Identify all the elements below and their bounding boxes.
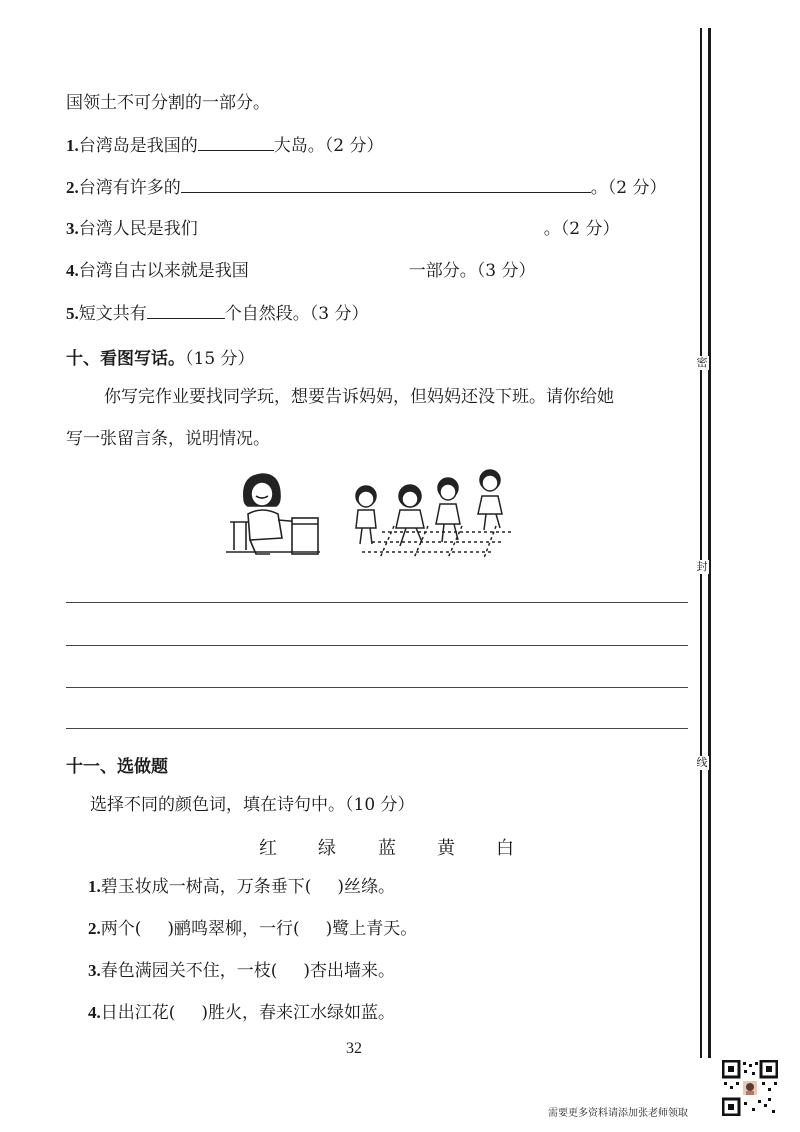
poem-text: )鹂鸣翠柳，一行( — [167, 919, 300, 939]
answer-space[interactable] — [249, 260, 409, 276]
question-number: 5. — [66, 304, 79, 323]
question-5 — [66, 302, 368, 325]
poem-text: 日出江花( — [100, 1003, 176, 1023]
poem-text: 两个( — [100, 919, 142, 939]
question-4 — [66, 260, 535, 282]
question-number: 3. — [66, 219, 79, 238]
answer-blank[interactable] — [198, 134, 274, 151]
color-word-green: 绿 — [318, 838, 336, 859]
writing-line[interactable] — [66, 687, 688, 688]
section-10-prompt-line-1: 你写完作业要找同学玩，想要告诉妈妈，但妈妈还没下班。请你给她 — [104, 387, 614, 407]
color-word-red: 红 — [259, 838, 277, 859]
poem-item-4 — [88, 1002, 395, 1024]
qr-code-icon — [722, 1060, 778, 1116]
section-score: （15 分） — [185, 349, 255, 369]
binding-line-inner — [700, 28, 702, 1058]
binding-mark-mi: 密 — [696, 356, 708, 369]
color-word-white: 白 — [496, 838, 514, 859]
section-10-prompt-line-2: 写一张留言条，说明情况。 — [66, 429, 270, 449]
poem-text: 碧玉妆成一树高，万条垂下( — [100, 877, 312, 897]
children-playing-figure — [356, 470, 512, 558]
section-title: 十、看图写话。 — [66, 349, 185, 369]
poem-item-3 — [88, 960, 395, 982]
poem-text: )杏出墙来。 — [303, 961, 396, 981]
question-3 — [66, 218, 619, 240]
question-1 — [66, 134, 383, 157]
item-number: 2. — [88, 919, 101, 938]
answer-space[interactable] — [198, 218, 544, 234]
girl-at-desk-figure — [226, 474, 320, 554]
illustration — [222, 466, 522, 566]
section-11-instruction: 选择不同的颜色词，填在诗句中。（10 分） — [90, 795, 415, 815]
poem-text: 春色满园关不住，一枝( — [100, 961, 278, 981]
color-word-yellow: 黄 — [437, 838, 455, 859]
poem-text: )鹭上青天。 — [325, 919, 418, 939]
question-text-after: 。（2 分） — [543, 219, 620, 239]
color-word-blue: 蓝 — [378, 838, 396, 859]
poem-text: )胜火，春来江水绿如蓝。 — [201, 1003, 396, 1023]
question-text: 台湾自古以来就是我国 — [78, 261, 249, 281]
binding-mark-feng: 封 — [696, 560, 708, 573]
section-11-title: 十一、选做题 — [66, 757, 168, 777]
passage-tail: 国领土不可分割的一部分。 — [66, 93, 270, 113]
question-text-after: 。（2 分） — [590, 178, 667, 198]
poem-item-1 — [88, 876, 395, 898]
binding-mark-xian: 线 — [696, 756, 708, 769]
page-number: 32 — [346, 1040, 362, 1057]
question-2 — [66, 176, 666, 199]
writing-line[interactable] — [66, 645, 688, 646]
question-text: 短文共有 — [78, 304, 147, 324]
question-number: 1. — [66, 136, 79, 155]
poem-item-2 — [88, 918, 417, 940]
question-text-after: 个自然段。（3 分） — [224, 304, 369, 324]
item-number: 4. — [88, 1003, 101, 1022]
section-10-heading — [66, 344, 255, 370]
question-number: 2. — [66, 178, 79, 197]
question-text: 台湾有许多的 — [78, 178, 181, 198]
footer-text: 需要更多资料请添加张老师领取 — [548, 1108, 688, 1119]
question-text-after: 大岛。（2 分） — [273, 136, 384, 156]
item-number: 1. — [88, 877, 101, 896]
item-number: 3. — [88, 961, 101, 980]
answer-blank[interactable] — [147, 302, 225, 319]
answer-blank[interactable] — [181, 176, 591, 193]
question-text: 台湾人民是我们 — [78, 219, 198, 239]
question-text-after: 一部分。（3 分） — [408, 261, 536, 281]
poem-text: )丝绦。 — [337, 877, 396, 897]
binding-line-outer — [708, 28, 711, 1058]
question-text: 台湾岛是我国的 — [78, 136, 198, 156]
question-number: 4. — [66, 261, 79, 280]
writing-line[interactable] — [66, 728, 688, 729]
writing-line[interactable] — [66, 602, 688, 603]
